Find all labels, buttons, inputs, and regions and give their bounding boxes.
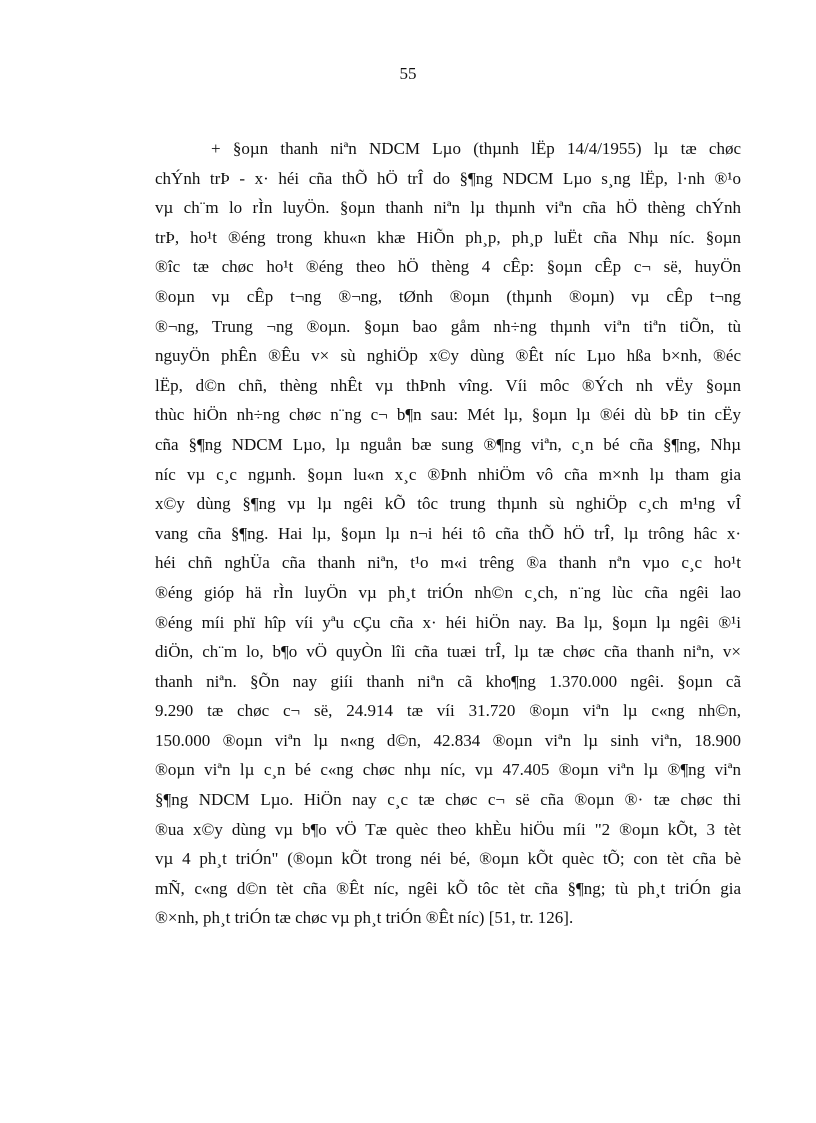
paragraph-line: diÖn, ch¨m lo, b¶o vÖ quyÒn lîi cña tuæi trÎ, lµ tæ chøc cña thanh niªn, v×	[155, 642, 741, 662]
paragraph-line: ®¬ng, Trung ¬ng ®oµn. §oµn bao gåm nh÷ng thµnh viªn tiªn tiÕn, tù	[155, 316, 741, 336]
paragraph-line: ®×nh, ph¸t triÓn tæ chøc vµ ph¸t triÓn ®Êt níc) [51, tr. 126].	[155, 908, 574, 928]
paragraph-line: mÑ, c«ng d©n tèt cña ®Êt níc, ngêi kÕ tôc tèt cña §¶ng; tù ph¸t triÓn gia	[155, 878, 741, 898]
paragraph-line: chÝnh trÞ - x· héi cña thÕ hÖ trÎ do §¶ng NDCM Lµo s¸ng lËp, l·nh ®¹o	[155, 168, 741, 188]
paragraph-line: vµ ch¨m lo rÌn luyÖn. §oµn thanh niªn lµ thµnh viªn cña hÖ thèng chÝnh	[155, 198, 741, 218]
paragraph-line: lËp, d©n chñ, thèng nhÊt vµ thÞnh vîng. Víi môc ®Ých nh vËy §oµn	[155, 375, 741, 395]
paragraph-line: §¶ng NDCM Lµo. HiÖn nay c¸c tæ chøc c¬ së cña ®oµn ®· tæ chøc thi	[155, 790, 741, 810]
paragraph-line: x©y dùng §¶ng vµ lµ ngêi kÕ tôc trung thµnh sù nghiÖp c¸ch m¹ng vÎ	[155, 494, 741, 514]
paragraph-line: héi chñ nghÜa cña thanh niªn, t¹o m«i trêng ®a thanh nªn vµo c¸c ho¹t	[155, 553, 741, 573]
paragraph-line: nguyÖn phÊn ®Êu v× sù nghiÖp x©y dùng ®Êt níc Lµo hßa b×nh, ®éc	[155, 346, 741, 366]
paragraph-line: ®oµn vµ cÊp t¬ng ®¬ng, tØnh ®oµn (thµnh ®oµn) vµ cÊp t¬ng	[155, 286, 741, 306]
paragraph-line: thùc hiÖn nh÷ng chøc n¨ng c¬ b¶n sau: Mét lµ, §oµn lµ ®éi dù bÞ tin cËy	[155, 405, 741, 425]
paragraph-line: ®îc tæ chøc ho¹t ®éng theo hÖ thèng 4 cÊp: §oµn cÊp c¬ së, huyÖn	[155, 257, 741, 277]
paragraph-line: ®oµn viªn lµ c¸n bé c«ng chøc nhµ níc, vµ 47.405 ®oµn viªn lµ ®¶ng viªn	[155, 760, 741, 780]
paragraph-line: vang cña §¶ng. Hai lµ, §oµn lµ n¬i héi tô cña thÕ hÖ trÎ, lµ trông hâc x·	[155, 523, 741, 543]
paragraph-line: ®éng gióp hä rÌn luyÖn vµ ph¸t triÓn nh©n c¸ch, n¨ng lùc cña ngêi lao	[155, 582, 741, 602]
paragraph-line: cña §¶ng NDCM Lµo, lµ nguån bæ sung ®¶ng viªn, c¸n bé cña §¶ng, Nhµ	[155, 434, 741, 454]
paragraph-line: níc vµ c¸c ngµnh. §oµn lu«n x¸c ®Þnh nhiÖm vô cña m×nh lµ tham gia	[155, 464, 741, 484]
paragraph-line: ®ua x©y dùng vµ b¶o vÖ Tæ quèc theo khÈu hiÖu míi "2 ®oµn kÕt, 3 tèt	[155, 819, 741, 839]
paragraph-line: 9.290 tæ chøc c¬ së, 24.914 tæ víi 31.720 ®oµn viªn lµ c«ng nh©n,	[155, 701, 741, 721]
page-number: 55	[399, 64, 417, 83]
paragraph-line: 150.000 ®oµn viªn lµ n«ng d©n, 42.834 ®oµn viªn lµ sinh viªn, 18.900	[155, 730, 741, 750]
paragraph-line: + §oµn thanh niªn NDCM Lµo (thµnh lËp 14/4/1955) lµ tæ chøc	[211, 139, 741, 158]
paragraph-line: thanh niªn. §Õn nay giíi thanh niªn cã kho¶ng 1.370.000 ngêi. §oµn cã	[155, 671, 741, 691]
paragraph-line: ®éng míi phï hîp víi yªu cÇu cña x· héi hiÖn nay. Ba lµ, §oµn lµ ngêi ®¹i	[155, 612, 741, 632]
paragraph-line: trÞ, ho¹t ®éng trong khu«n khæ HiÕn ph¸p, ph¸p luËt cña Nhµ níc. §oµn	[155, 227, 741, 247]
body-paragraph	[155, 134, 741, 933]
paragraph-line: vµ 4 ph¸t triÓn" (®oµn kÕt trong néi bé, ®oµn kÕt quèc tÕ; con tèt cña bè	[155, 849, 741, 869]
